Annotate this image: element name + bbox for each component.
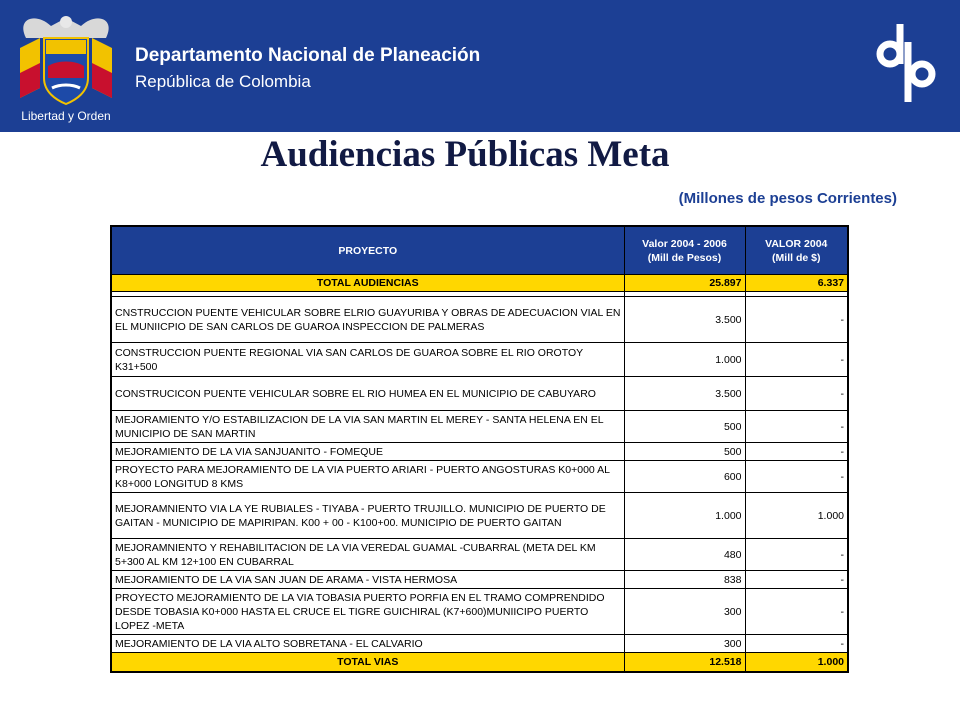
header-value-range-line2: (Mill de Pesos) bbox=[647, 251, 722, 264]
value-2004: - bbox=[745, 539, 848, 571]
total-vias-v2: 1.000 bbox=[745, 653, 848, 673]
value-2004-2006: 500 bbox=[624, 443, 745, 461]
header-value-range bbox=[624, 226, 745, 275]
project-name: PROYECTO MEJORAMIENTO DE LA VIA TOBASIA PUERTO PORFIA EN EL TRAMO COMPRENDIDO DESDE TOBASIA K0+000 HASTA EL CRUCE EL TIGRE GUICHIRAL (K7+600)MUNIICIPO PUERTO LOPEZ -META bbox=[111, 589, 624, 635]
value-2004: - bbox=[745, 589, 848, 635]
value-2004: - bbox=[745, 411, 848, 443]
colombia-coat-of-arms-icon bbox=[6, 8, 126, 126]
project-name: CONSTRUCICON PUENTE VEHICULAR SOBRE EL RIO HUMEA EN EL MUNICIPIO DE CABUYARO bbox=[111, 377, 624, 411]
project-name: CNSTRUCCION PUENTE VEHICULAR SOBRE ELRIO GUAYURIBA Y OBRAS DE ADECUACION VIAL EN EL MUNIICPIO DE SAN CARLOS DE GUAROA INSPECCION DE PALMERAS bbox=[111, 297, 624, 343]
value-2004-2006: 3.500 bbox=[624, 377, 745, 411]
value-2004-2006: 300 bbox=[624, 635, 745, 653]
page-title: Audiencias Públicas Meta bbox=[260, 134, 670, 175]
project-name: CONSTRUCCION PUENTE REGIONAL VIA SAN CARLOS DE GUAROA SOBRE EL RIO OROTOY K31+500 bbox=[111, 343, 624, 377]
project-name: PROYECTO PARA MEJORAMIENTO DE LA VIA PUERTO ARIARI - PUERTO ANGOSTURAS K0+000 AL K8+000 LONGITUD 8 KMS bbox=[111, 461, 624, 493]
table-row bbox=[111, 297, 848, 343]
header-value-2004-line2: (Mill de $) bbox=[772, 251, 821, 264]
total-audiencias-v1: 25.897 bbox=[624, 275, 745, 292]
header-project: PROYECTO bbox=[111, 226, 624, 275]
total-vias-v1: 12.518 bbox=[624, 653, 745, 673]
total-audiencias-label: TOTAL AUDIENCIAS bbox=[111, 275, 624, 292]
project-name: MEJORAMNIENTO Y REHABILITACION DE LA VIA VEREDAL GUAMAL -CUBARRAL (META DEL KM 5+300 AL KM 12+100 EN CUBARRAL bbox=[111, 539, 624, 571]
value-2004-2006: 3.500 bbox=[624, 297, 745, 343]
project-name: MEJORAMIENTO DE LA VIA SANJUANITO - FOMEQUE bbox=[111, 443, 624, 461]
table-row bbox=[111, 635, 848, 653]
value-2004: - bbox=[745, 461, 848, 493]
org-name: Departamento Nacional de Planeación bbox=[135, 45, 481, 66]
value-2004-2006: 500 bbox=[624, 411, 745, 443]
org-subtitle: República de Colombia bbox=[135, 72, 311, 91]
table-row bbox=[111, 443, 848, 461]
header-value-2004 bbox=[745, 226, 848, 275]
table-row bbox=[111, 411, 848, 443]
dnp-logo-icon bbox=[876, 20, 936, 106]
project-name: MEJORAMNIENTO VIA LA YE RUBIALES - TIYABA - PUERTO TRUJILLO. MUNICIPIO DE PUERTO DE GAITAN - MUNICIPIO DE MAPIRIPAN. K00 + 00 - K100+00. MUNICIPIO DE PUERTO GAITAN bbox=[111, 493, 624, 539]
value-2004-2006: 480 bbox=[624, 539, 745, 571]
seal-motto: Libertad y Orden bbox=[21, 109, 111, 123]
total-audiencias-row bbox=[111, 275, 848, 292]
header-value-2004-line1: VALOR 2004 bbox=[765, 237, 828, 250]
value-2004: - bbox=[745, 297, 848, 343]
value-2004-2006: 1.000 bbox=[624, 493, 745, 539]
project-name: MEJORAMIENTO Y/O ESTABILIZACION DE LA VIA SAN MARTIN EL MEREY - SANTA HELENA EN EL MUNICIPIO DE SAN MARTIN bbox=[111, 411, 624, 443]
table-row bbox=[111, 461, 848, 493]
value-2004: - bbox=[745, 443, 848, 461]
value-2004: - bbox=[745, 571, 848, 589]
value-2004-2006: 1.000 bbox=[624, 343, 745, 377]
total-vias-row bbox=[111, 653, 848, 673]
table-row bbox=[111, 493, 848, 539]
header-bar bbox=[0, 0, 960, 132]
table-header-row bbox=[111, 226, 848, 275]
total-audiencias-v2: 6.337 bbox=[745, 275, 848, 292]
value-2004-2006: 838 bbox=[624, 571, 745, 589]
value-2004: - bbox=[745, 377, 848, 411]
value-2004: - bbox=[745, 343, 848, 377]
header-value-range-line1: Valor 2004 - 2006 bbox=[642, 237, 727, 250]
table-row bbox=[111, 571, 848, 589]
value-2004: 1.000 bbox=[745, 493, 848, 539]
project-name: MEJORAMIENTO DE LA VIA SAN JUAN DE ARAMA - VISTA HERMOSA bbox=[111, 571, 624, 589]
table-row bbox=[111, 539, 848, 571]
project-name: MEJORAMIENTO DE LA VIA ALTO SOBRETANA - EL CALVARIO bbox=[111, 635, 624, 653]
table-row bbox=[111, 377, 848, 411]
value-2004-2006: 300 bbox=[624, 589, 745, 635]
units-note: (Millones de pesos Corrientes) bbox=[678, 190, 897, 207]
total-vias-label: TOTAL VIAS bbox=[111, 653, 624, 673]
table-row bbox=[111, 343, 848, 377]
value-2004: - bbox=[745, 635, 848, 653]
value-2004-2006: 600 bbox=[624, 461, 745, 493]
budget-table bbox=[110, 225, 849, 673]
table-row bbox=[111, 589, 848, 635]
